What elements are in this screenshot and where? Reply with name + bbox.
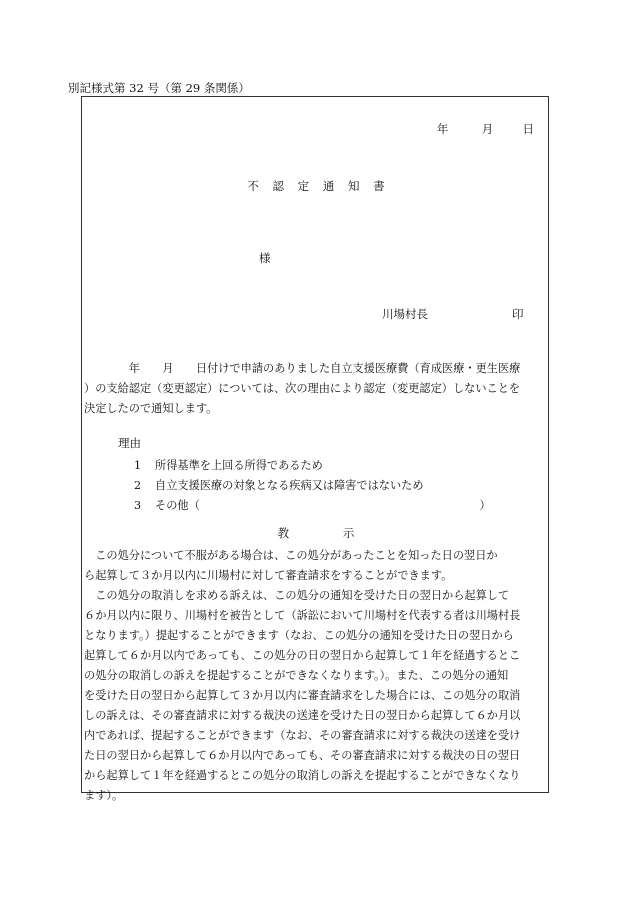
instruction-line: ６か月以内に限り、川場村を被告として（訴訟において川場村を代表する者は川場村長 <box>84 609 521 622</box>
date-year-label: 年 <box>436 122 449 136</box>
issuer-name: 川場村長 <box>382 307 428 321</box>
notice-frame <box>81 96 549 802</box>
seal-mark: 印 <box>512 307 524 321</box>
date-month-label: 月 <box>481 122 494 136</box>
instruction-line: この処分の取消しを求める訴えは、この処分の通知を受けた日の翌日から起算して <box>84 589 510 602</box>
instruction-line: から起算して１年を経過するとこの処分の取消しの訴えを提起することができなくなり <box>84 769 521 782</box>
instruction-line: ら起算して３か月以内に川場村に対して審査請求をすることができます。 <box>84 569 453 582</box>
instruction-line: 起算して６か月以内であっても、この処分の日の翌日から起算して１年を経過するとこ <box>84 649 521 662</box>
reason-text: その他（ ） <box>155 499 491 512</box>
date-day-label: 日 <box>522 122 534 136</box>
title-char: 認 <box>272 179 285 193</box>
instruction-line: の処分の取消しの訴えを提起することができなくなります。）。また、この処分の通知 <box>84 669 509 682</box>
document-title <box>82 181 550 193</box>
notice-line: 決定したので通知します。 <box>84 402 218 415</box>
instruction-line: ます）。 <box>84 789 124 802</box>
instruction-paragraph <box>82 546 550 806</box>
title-char: 不 <box>247 179 259 193</box>
instruction-heading <box>82 528 550 540</box>
instruction-line: を受けた日の翌日から起算して３か月以内に審査請求をした場合には、この処分の取消 <box>84 689 521 702</box>
reason-number: 1 <box>134 459 142 472</box>
title-char: 知 <box>347 179 360 193</box>
form-number-label: 別記様式第 32 号（第 29 条関係） <box>68 81 250 95</box>
notice-line: ）の支給認定（変更認定）については、次の理由により認定（変更認定）しないことを <box>84 382 521 395</box>
reason-number: 3 <box>134 499 142 512</box>
notice-line: 年 月 日付けで申請のありました自立支援医療費（育成医療・更生医療 <box>84 362 521 375</box>
recipient-suffix: 様 <box>259 251 271 265</box>
instruction-line: しの訴えは、その審査請求に対する裁決の送達を受けた日の翌日から起算して６か月以 <box>84 709 521 722</box>
instruction-line: となります。）提起することができます（なお、この処分の通知を受けた日の翌日から <box>84 629 514 642</box>
reason-text: 自立支援医療の対象となる疾病又は障害ではないため <box>155 479 424 492</box>
reason-text: 所得基準を上回る所得であるため <box>155 459 323 472</box>
title-char: 定 <box>297 179 310 193</box>
notice-paragraph <box>82 359 550 419</box>
reasons-heading: 理由 <box>118 436 141 450</box>
reason-number: 2 <box>134 479 142 492</box>
title-char: 通 <box>322 179 335 193</box>
title-char: 書 <box>373 179 385 193</box>
instruction-heading-char: 教 <box>277 526 290 540</box>
instruction-line: 内であれば、提起することができます（なお、その審査請求に対する裁決の送達を受け <box>84 729 521 742</box>
instruction-line: た日の翌日から起算して６か月以内であっても、その審査請求に対する裁決の日の翌日 <box>84 749 521 762</box>
instruction-line: この処分について不服がある場合は、この処分があったことを知った日の翌日か <box>84 549 498 562</box>
date-line <box>437 124 534 136</box>
instruction-heading-char: 示 <box>342 526 355 540</box>
